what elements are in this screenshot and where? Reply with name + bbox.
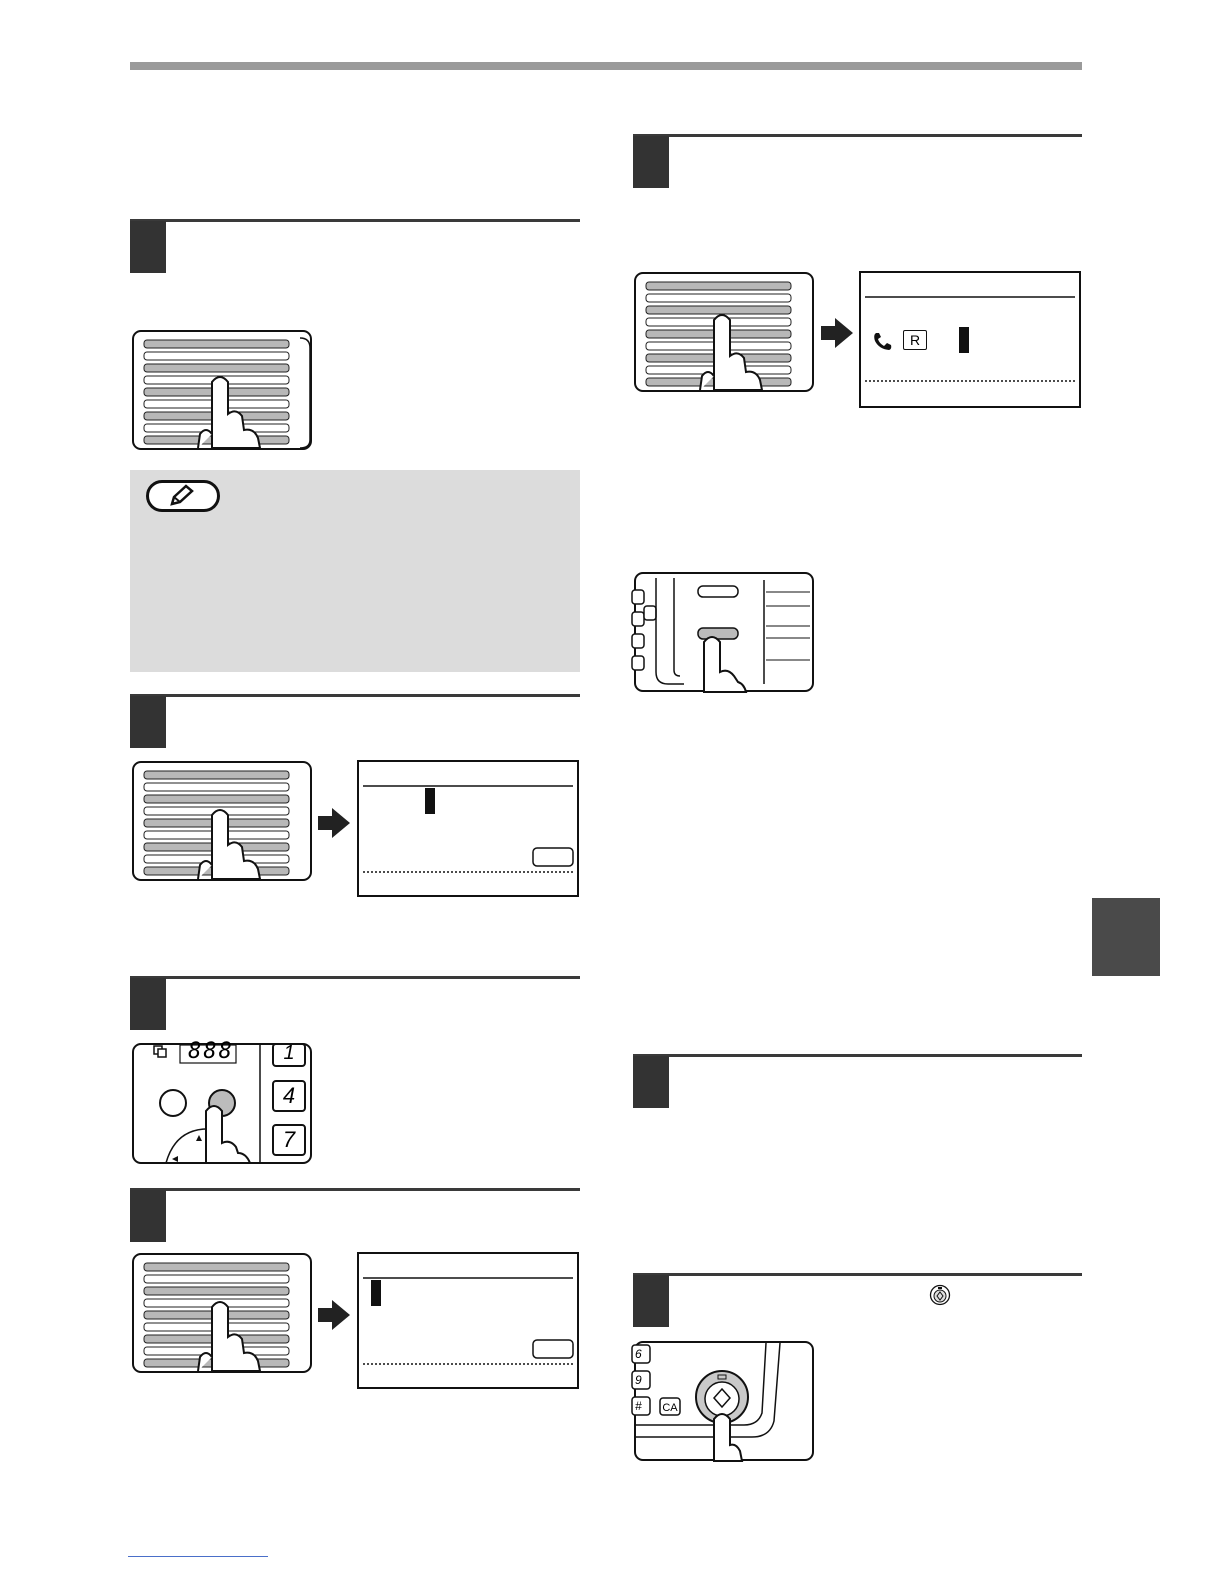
counter-display: 888 [188, 1039, 234, 1064]
display-screen [357, 1252, 579, 1389]
arrow-right-icon [318, 808, 350, 838]
step-marker [633, 1056, 669, 1108]
start-key-icon [929, 1284, 951, 1306]
step-rule [130, 219, 580, 222]
display-screen [357, 760, 579, 897]
step-marker [633, 1275, 669, 1327]
key-hash: # [635, 1399, 642, 1413]
step-rule [633, 134, 1082, 137]
key-9: 9 [635, 1373, 642, 1387]
r-icon: R [903, 330, 927, 350]
pencil-icon [168, 484, 196, 508]
step-marker [130, 978, 166, 1030]
chapter-tab [1092, 898, 1160, 976]
key-7: 7 [282, 1127, 296, 1152]
one-touch-keys-illustration [132, 1253, 312, 1373]
key-4: 4 [282, 1083, 296, 1108]
phone-icon [872, 331, 894, 351]
key-1: 1 [283, 1042, 295, 1064]
side-buttons-illustration [634, 572, 814, 692]
step-marker [130, 221, 166, 273]
step-marker [130, 696, 166, 748]
clear-all-key-label: CA [662, 1402, 678, 1414]
arrow-right-icon [821, 318, 853, 348]
step-rule [130, 694, 580, 697]
step-rule [633, 1054, 1082, 1057]
footer-link[interactable] [128, 1556, 268, 1557]
one-touch-keys-illustration [132, 761, 312, 881]
arrow-right-icon [318, 1300, 350, 1330]
one-touch-keys-illustration [634, 272, 814, 392]
header-rule [130, 62, 1082, 70]
step-rule [130, 976, 580, 979]
step-rule [633, 1273, 1082, 1276]
step-marker [633, 136, 669, 188]
key-6: 6 [635, 1347, 642, 1361]
one-touch-keys-illustration [132, 330, 312, 450]
step-rule [130, 1188, 580, 1191]
step-marker [130, 1190, 166, 1242]
